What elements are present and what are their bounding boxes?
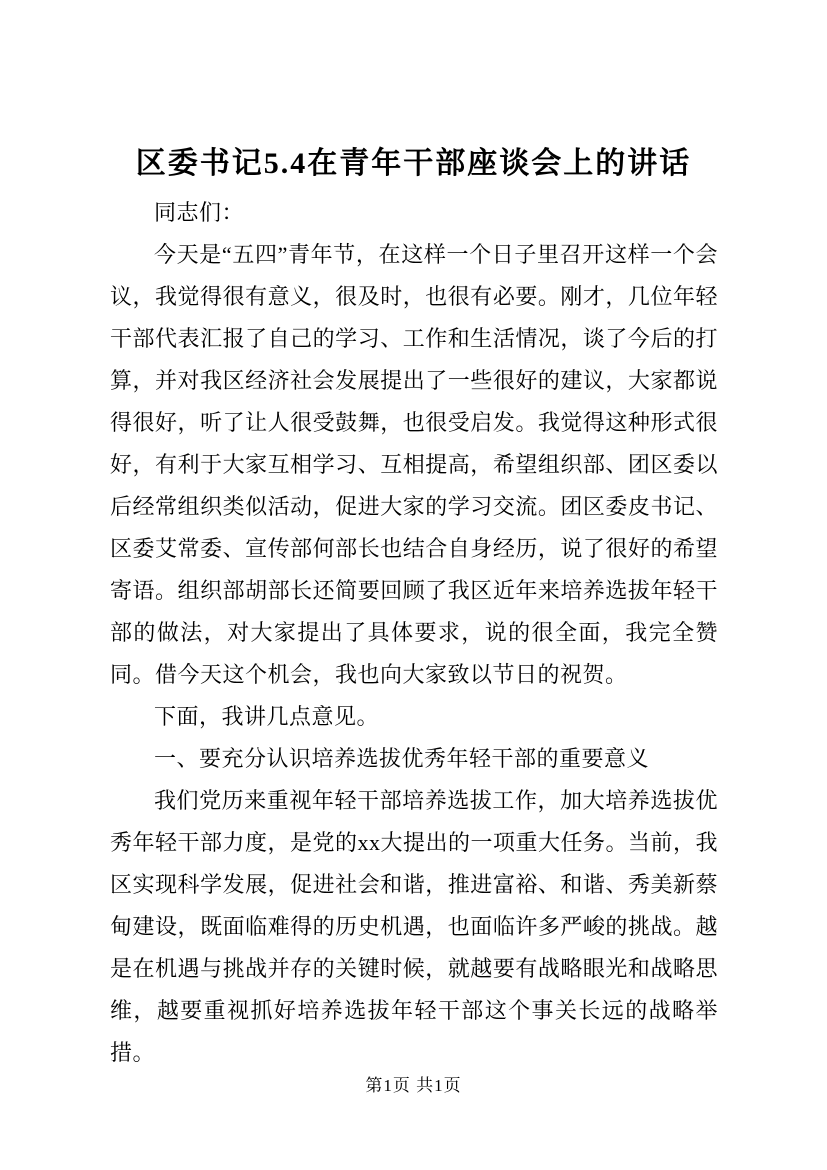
- paragraph: 同志们：: [154, 200, 245, 225]
- paragraph: 下面，我讲几点意见。: [154, 704, 380, 729]
- page-number-label: 第1页 共1页: [365, 1076, 462, 1095]
- paragraph: 一、要充分认识培养选拔优秀年轻干部的重要意义: [154, 746, 650, 771]
- paragraph: 我们党历来重视年轻干部培养选拔工作，加大培养选拔优秀年轻干部力度，是党的xx大提出的一项重大任务。当前，我区实现科学发展，促进社会和谐，推进富裕、和谐、秀美新蔡甸建设，既面临难得的历史机遇，也面临许多严峻的挑战。越是在机遇与挑战并存的关键时候，就越要有战略眼光和战略思维，越要重视抓好培养选拔年轻干部这个事关长远的战略举措。: [110, 788, 719, 1065]
- paragraph: 今天是“五四”青年节，在这样一个日子里召开这样一个会议，我觉得很有意义，很及时，也很有必要。刚才，几位年轻干部代表汇报了自己的学习、工作和生活情况，谈了今后的打算，并对我区经济社会发展提出了一些很好的建议，大家都说得很好，听了让人很受鼓舞，也很受启发。我觉得这种形式很好，有利于大家互相学习、互相提高，希望组织部、团区委以后经常组织类似活动，促进大家的学习交流。团区委皮书记、区委艾常委、宣传部何部长也结合自身经历，说了很好的希望寄语。组织部胡部长还简要回顾了我区近年来培养选拔年轻干部的做法，对大家提出了具体要求，说的很全面，我完全赞同。借今天这个机会，我也向大家致以节日的祝贺。: [110, 242, 718, 687]
- page-footer: [0, 1074, 827, 1098]
- document-title: 区委书记5.4在青年干部座谈会上的讲话: [135, 147, 692, 180]
- document-body: [110, 192, 718, 1074]
